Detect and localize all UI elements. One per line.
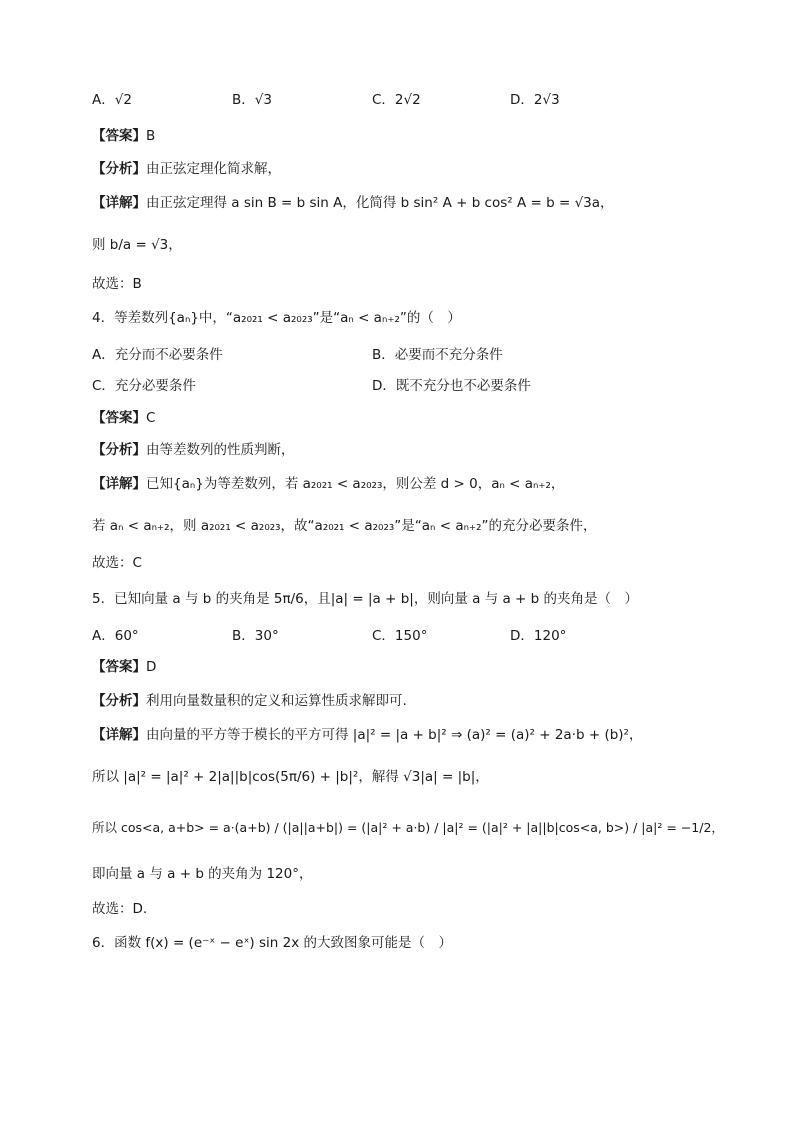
detail-label: 【详解】 — [92, 727, 146, 743]
q4-answer — [92, 406, 155, 426]
q3-select: 故选：B — [92, 276, 142, 292]
q5-option-b: B．30° — [232, 628, 279, 644]
q5-select: 故选：D. — [92, 901, 148, 917]
answer-label: 【答案】 — [92, 659, 146, 675]
q3-detail — [92, 191, 614, 211]
q4-stem: 4．等差数列{aₙ}中，“a₂₀₂₁ < a₂₀₂₃”是“aₙ < aₙ₊₂”的（ ） — [92, 310, 461, 326]
q3-detail-conclusion: 则 b/a = √3， — [92, 237, 182, 253]
analysis-label: 【分析】 — [92, 161, 146, 177]
detail-text: 由正弦定理得 a sin B = b sin A，化简得 b sin² A + b cos² A = b = √3a， — [146, 195, 614, 211]
q4-analysis — [92, 438, 295, 458]
analysis-label: 【分析】 — [92, 442, 146, 458]
q4-option-c: C．充分必要条件 — [92, 378, 196, 394]
q5-stem: 5．已知向量 a 与 b 的夹角是 5π/6，且|a| = |a + b|，则向量 a 与 a + b 的夹角是（ ） — [92, 591, 639, 607]
q5-option-c: C．150° — [372, 628, 428, 644]
q4-option-a: A．充分而不必要条件 — [92, 347, 223, 363]
detail-text: 由向量的平方等于模长的平方可得 |a|² = |a + b|² ⇒ (a)² = (a)² + 2a·b + (b)²， — [146, 727, 643, 743]
q3-option-a: A．√2 — [92, 92, 132, 108]
q4-option-b: B．必要而不充分条件 — [372, 347, 503, 363]
q3-option-d: D．2√3 — [510, 92, 560, 108]
answer-label: 【答案】 — [92, 128, 146, 144]
detail-label: 【详解】 — [92, 476, 146, 492]
answer-value: D — [146, 659, 157, 675]
answer-value: B — [146, 128, 156, 144]
q5-detail-step2: 所以 |a|² = |a|² + 2|a||b|cos(5π/6) + |b|²，解得 √3|a| = |b|， — [92, 769, 489, 785]
q3-analysis — [92, 157, 281, 177]
detail-text: 已知{aₙ}为等差数列，若 a₂₀₂₁ < a₂₀₂₃，则公差 d > 0，aₙ < aₙ₊₂， — [146, 476, 565, 492]
q5-analysis — [92, 689, 407, 709]
q3-option-c: C．2√2 — [372, 92, 421, 108]
analysis-text: 由正弦定理化简求解， — [146, 161, 281, 177]
analysis-text: 由等差数列的性质判断， — [146, 442, 295, 458]
q4-detail — [92, 472, 564, 492]
q4-detail-continued: 若 aₙ < aₙ₊₂，则 a₂₀₂₁ < a₂₀₂₃，故“a₂₀₂₁ < a₂₀₂₃”是“aₙ < aₙ₊₂”的充分必要条件， — [92, 518, 597, 534]
analysis-label: 【分析】 — [92, 693, 146, 709]
q5-option-a: A．60° — [92, 628, 139, 644]
q4-select: 故选：C — [92, 555, 142, 571]
q5-detail-step4: 即向量 a 与 a + b 的夹角为 120°， — [92, 866, 313, 882]
answer-value: C — [146, 410, 156, 426]
q5-detail-step3: 所以 cos<a, a+b> = a·(a+b) / (|a||a+b|) = (|a|² + a·b) / |a|² = (|a|² + |a||b|cos<a, b>) / |a|² = −1/2， — [92, 820, 724, 835]
q3-option-b: B．√3 — [232, 92, 272, 108]
q4-option-d: D．既不充分也不必要条件 — [372, 378, 531, 394]
q6-stem: 6．函数 f(x) = (e⁻ˣ − eˣ) sin 2x 的大致图象可能是（ ） — [92, 935, 452, 951]
analysis-text: 利用向量数量积的定义和运算性质求解即可. — [146, 693, 407, 709]
detail-label: 【详解】 — [92, 195, 146, 211]
q5-answer — [92, 655, 156, 675]
answer-label: 【答案】 — [92, 410, 146, 426]
q5-option-d: D．120° — [510, 628, 567, 644]
q5-detail — [92, 723, 642, 743]
q3-answer — [92, 124, 155, 144]
